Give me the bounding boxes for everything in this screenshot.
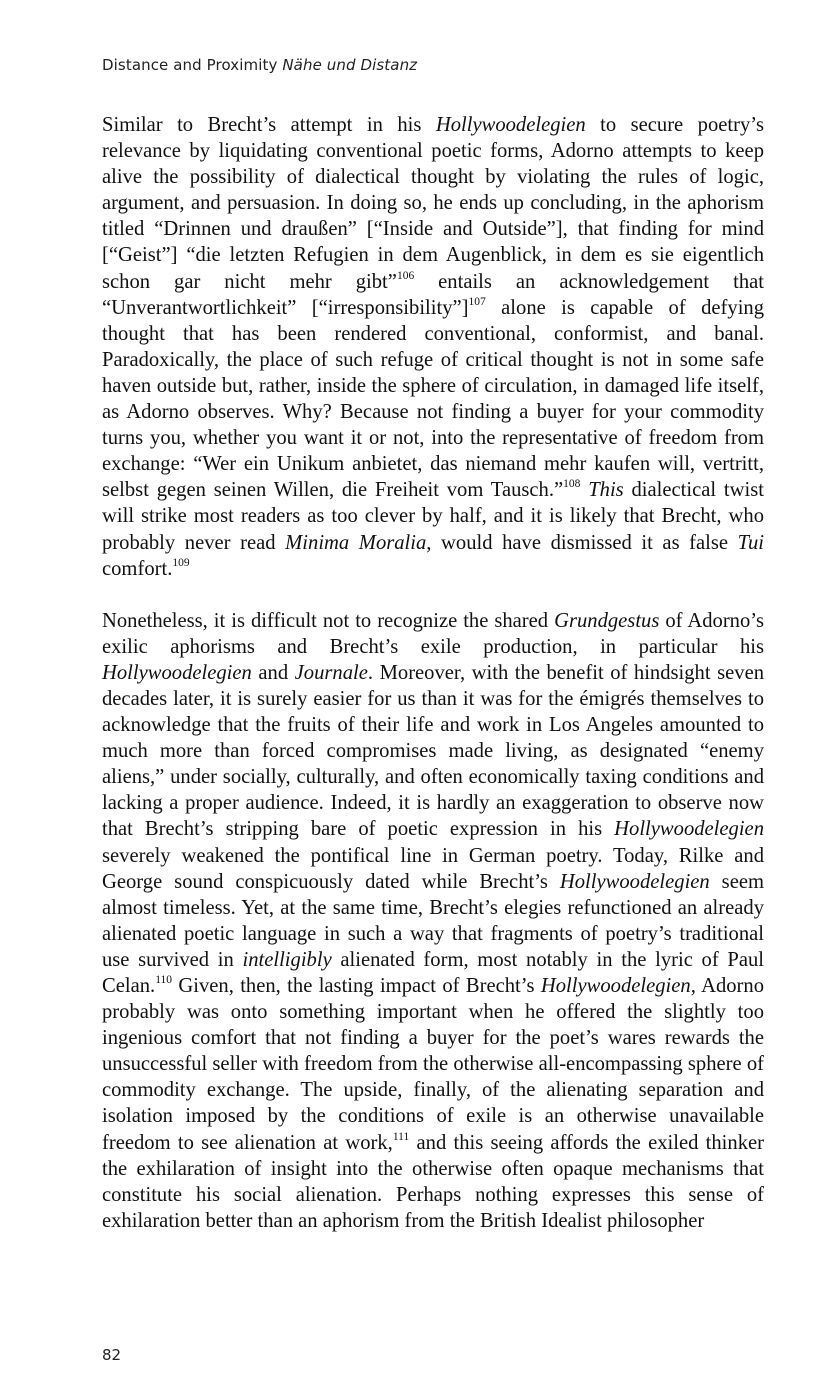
text-run: , Adorno probably was onto something important when he offered the slightly too ingenious comfort that not finding a buyer for the poet’s wares rewards the unsuccessful seller with freedom from the otherwise all-encompassing sphere of commodity exchange. The upside, finally, of the alienating separation and isolation imposed by the conditions of exile is an otherwise unavailable freedom to see alienation at work, <box>102 975 765 1154</box>
text-run: dialectical twist will strike most readers as too clever by half, and it is likely that Brecht, who probably never read <box>102 479 764 554</box>
paragraph-1 <box>102 112 764 582</box>
footnote-ref: 110 <box>155 974 173 986</box>
text-run: Given, then, the lasting impact of Brecht’s <box>172 975 541 997</box>
text-run: of Adorno’s exilic aphorisms and Brecht’s exile production, in particular his <box>102 609 765 658</box>
text-run: alienated form, most notably in the lyric of Paul Celan. <box>102 948 764 997</box>
paragraph-2 <box>102 608 764 1234</box>
running-head-german: Nähe und Distanz <box>282 56 418 74</box>
italic-text: Hollywoodelegien <box>102 661 252 684</box>
italic-text: intelligibly <box>242 948 332 971</box>
footnote-ref: 111 <box>392 1130 410 1143</box>
footnote-ref: 106 <box>396 269 415 282</box>
text-run: and this seeing affords the exiled thinker the exhilaration of insight into the otherwise often opaque mechanisms that constitute his social alienation. Perhaps nothing expresses this sense of exhilaration better than an aphorism from the British Idealist philosopher <box>102 1131 764 1232</box>
italic-text: Hollywoodelegien <box>559 870 710 893</box>
text-run: and <box>251 661 295 684</box>
footnote-ref: 108 <box>563 478 581 491</box>
italic-text: This <box>588 479 624 502</box>
text-run: . Moreover, with the benefit of hindsight seven decades later, it is surely easier for us than it was for the émigrés themselves to acknowledge that the fruits of their life and work in Los Angeles amounted to much more than forced compromises made living, as designated “enemy aliens,” under socially, culturally, and often economically taxing conditions and lacking a proper audience. Indeed, it is hardly an exaggeration to observe now that Brecht’s stripping bare of poetic expression in his <box>102 661 765 841</box>
footnote-ref: 107 <box>468 295 486 308</box>
italic-text: Tui <box>737 531 764 554</box>
running-head-english: Distance and Proximity <box>102 56 278 74</box>
italic-text: Hollywoodelegien <box>540 975 691 997</box>
text-run: , would have dismissed it as false <box>426 531 738 554</box>
text-run: Similar to Brecht’s attempt in his <box>102 114 436 136</box>
text-run: entails an acknowledgement that “Unverantwortlichkeit” [“irresponsibility”] <box>102 270 764 319</box>
italic-text: Hollywoodelegien <box>435 114 586 136</box>
footnote-ref: 109 <box>172 556 190 569</box>
italic-text: Grundgestus <box>554 609 660 632</box>
italic-text: Hollywoodelegien <box>614 818 764 841</box>
text-run: to secure poetry’s relevance by liquidating conventional poetic forms, Adorno attempts to keep alive the possibility of dialectical thought by violating the rules of logic, argument, and persuasion. In doing so, he ends up concluding, in the aphorism titled “Drinnen und draußen” [“Inside and Outside”], that finding for mind [“Geist”] “die letzten Refugien in dem Augenblick, in dem es sie eigentlich schon gar nicht mehr gibt” <box>102 114 764 293</box>
text-run: Nonetheless, it is difficult not to recognize the shared <box>102 609 555 632</box>
running-head <box>102 56 417 74</box>
italic-text: Minima Moralia <box>285 531 427 554</box>
text-run: comfort. <box>102 557 173 580</box>
italic-text: Journale <box>294 661 368 684</box>
text-run: severely weakened the pontifical line in German poetry. Today, Rilke and George sound conspicuously dated while Brecht’s <box>102 844 764 893</box>
text-run: alone is capable of defying thought that has been rendered conventional, conformist, and banal. Paradoxically, the place of such refuge of critical thought is not in some safe haven outside but, rather, inside the sphere of circulation, in damaged life itself, as Adorno observes. Why? Because not finding a buyer for your commodity turns you, whether you want it or not, into the representative of freedom from exchange: “Wer ein Unikum anbietet, das niemand mehr kaufen will, vertritt, selbst gegen seinen Willen, die Freiheit vom Tausch.” <box>102 296 765 502</box>
page-number: 82 <box>102 1346 122 1364</box>
body-text <box>102 112 764 1234</box>
text-run: seem almost timeless. Yet, at the same time, Brecht’s elegies refunctioned an already alienated poetic language in such a way that fragments of poetry’s traditional use survived in <box>102 870 764 971</box>
